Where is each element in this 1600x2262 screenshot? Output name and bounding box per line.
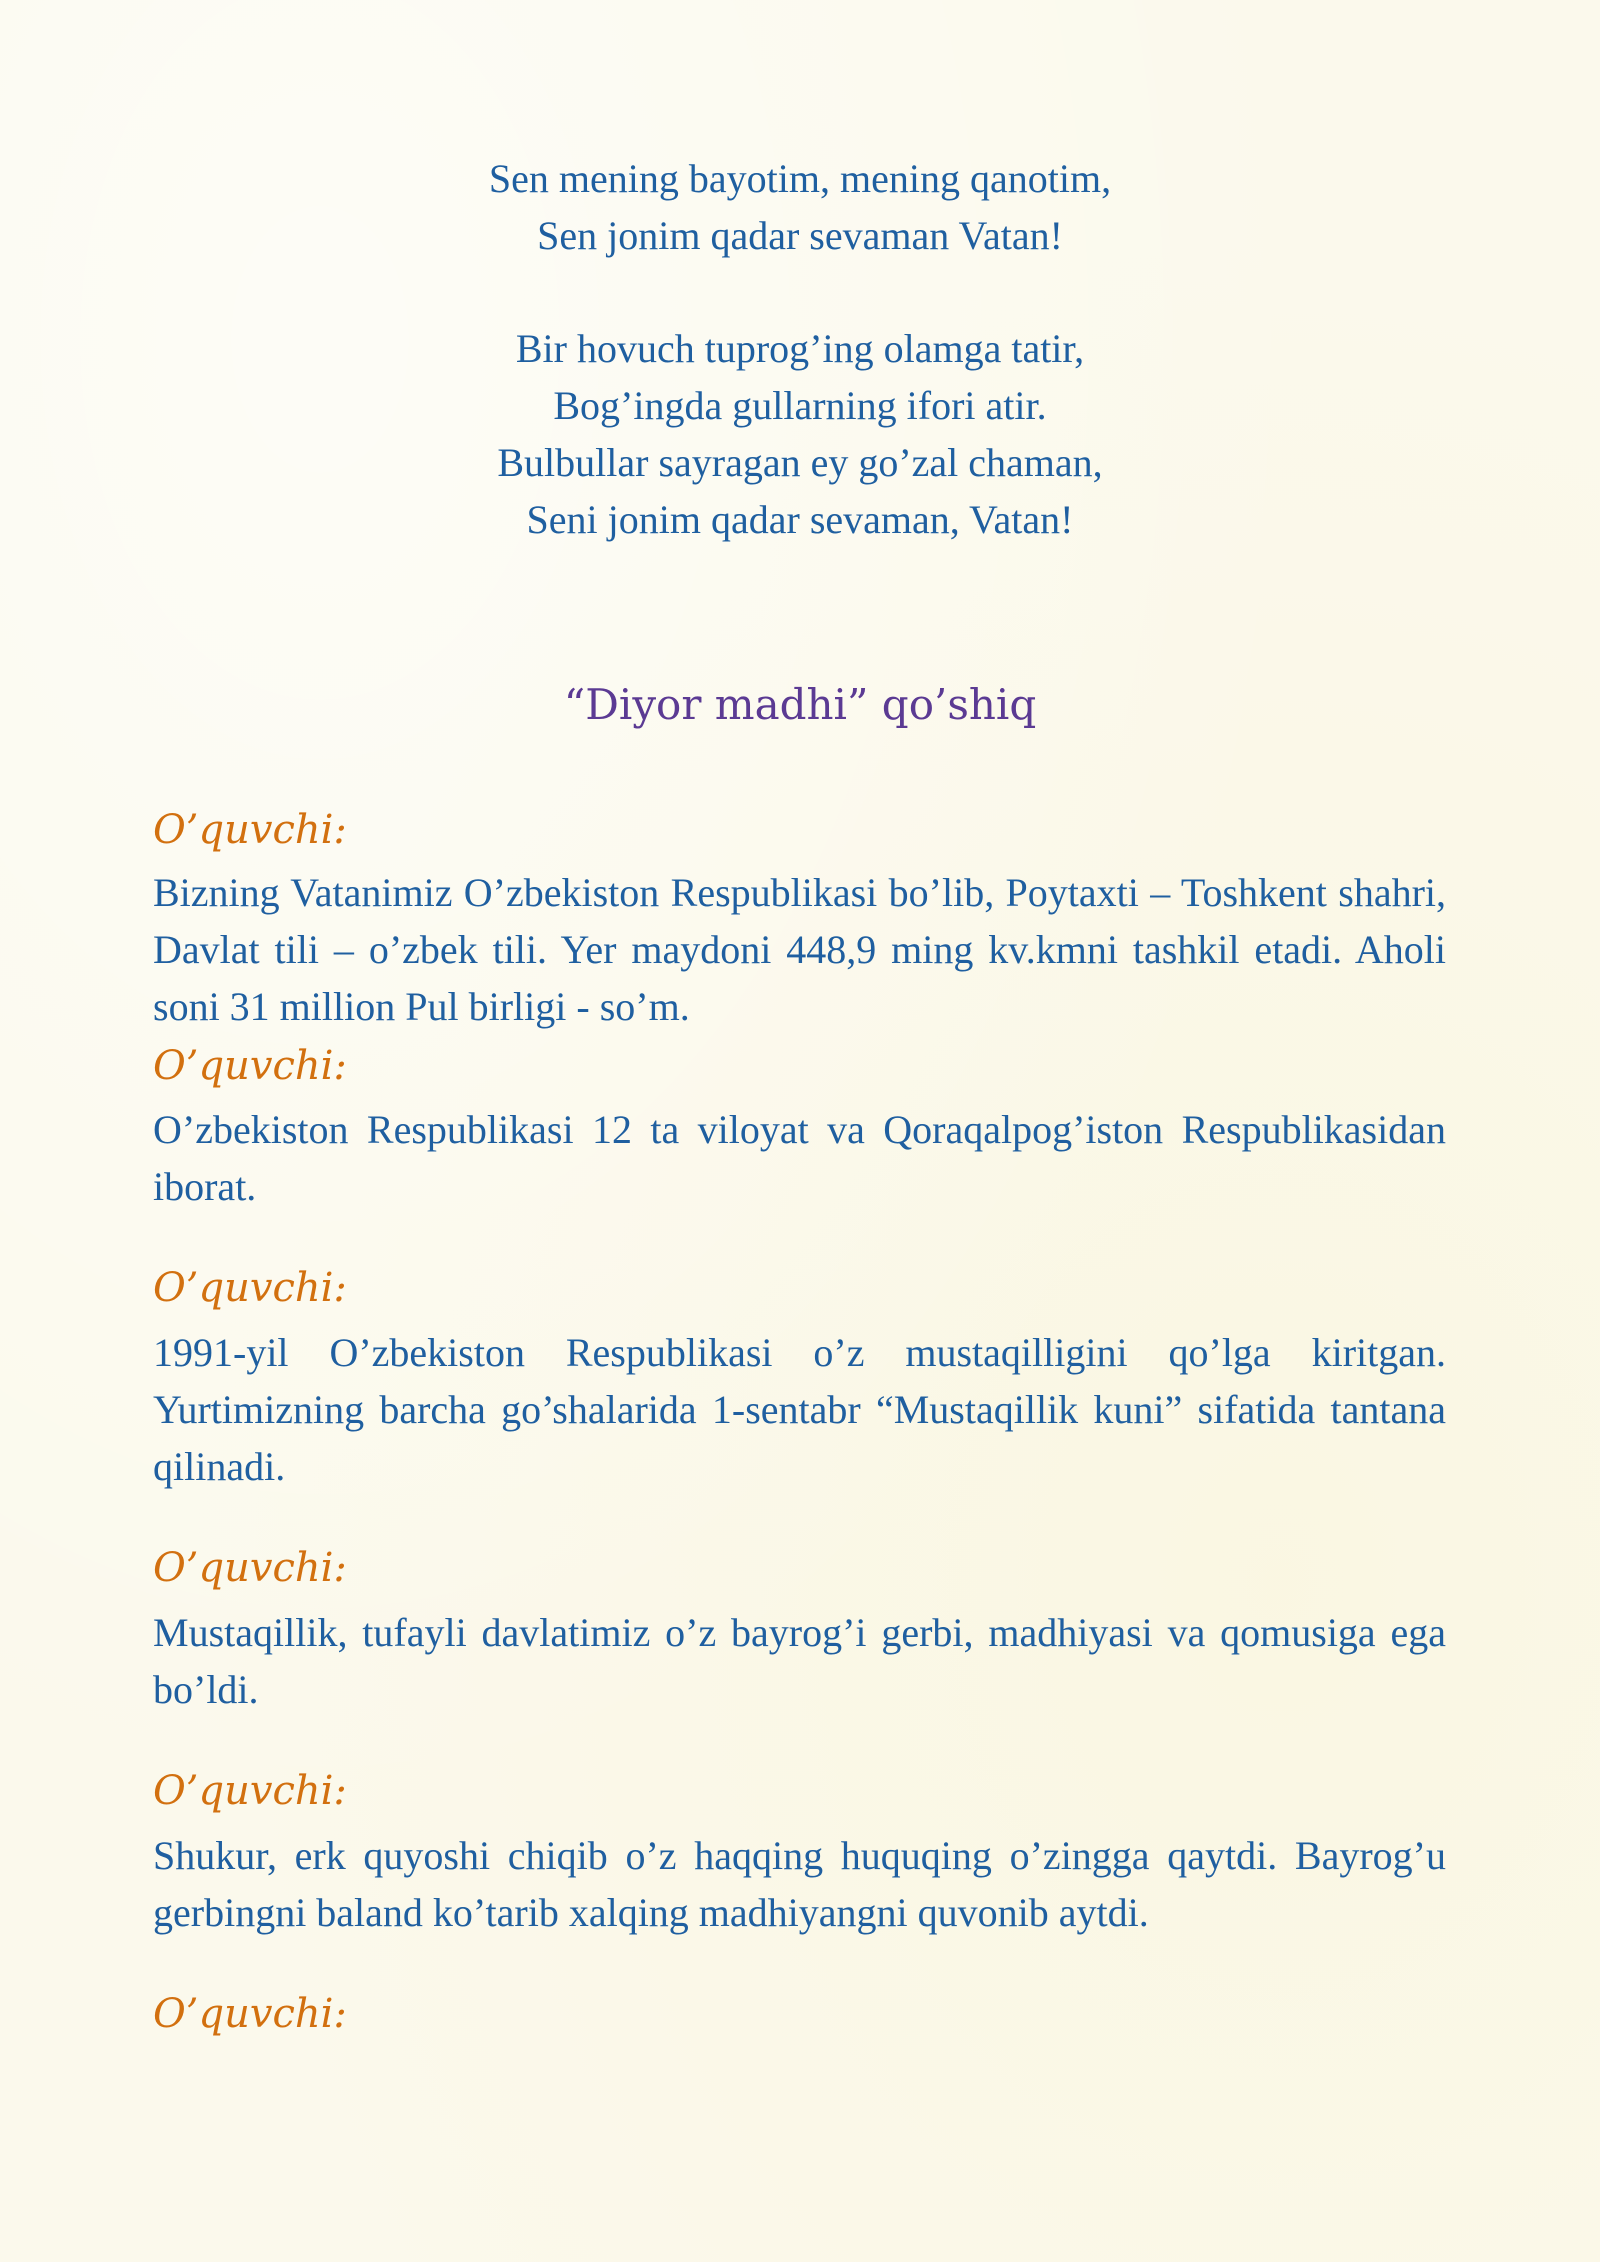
- dialogue-paragraph: Shukur, erk quyoshi chiqib o’z haqqing huquqing o’zingga qaytdi. Bayrog’u gerbingni baland ko’tarib xalqing madhiyangni quvonib aytdi.: [153, 1833, 1446, 1935]
- speaker-label: O’quvchi:: [153, 1043, 347, 1089]
- song-title: “Diyor madhi” qo’shiq: [563, 680, 1037, 729]
- poem-line: Bog’ingda gullarning ifori atir.: [553, 383, 1047, 428]
- speaker-label: O’quvchi:: [153, 1265, 347, 1311]
- speaker-label: O’quvchi:: [153, 1991, 347, 2037]
- speaker-label: O’quvchi:: [153, 1768, 347, 1814]
- dialogue-paragraph: O’zbekiston Respublikasi 12 ta viloyat va Qoraqalpog’iston Respublikasidan iborat.: [153, 1107, 1446, 1209]
- dialogue-paragraph: Mustaqillik, tufayli davlatimiz o’z bayrog’i gerbi, madhiyasi va qomusiga ega bo’ldi.: [153, 1610, 1446, 1712]
- poem-line: Sen jonim qadar sevaman Vatan!: [537, 213, 1063, 258]
- dialogue-paragraph: 1991-yil O’zbekiston Respublikasi o’z mustaqilligini qo’lga kiritgan. Yurtimizning barcha go’shalarida 1-sentabr “Mustaqillik kuni” sifatida tantana qilinadi.: [153, 1330, 1446, 1489]
- poem-stanza-2: [0, 320, 1600, 548]
- poem-line: Seni jonim qadar sevaman, Vatan!: [526, 497, 1074, 542]
- poem-line: Bir hovuch tuprog’ing olamga tatir,: [515, 326, 1085, 371]
- poem-stanza-1: [0, 150, 1600, 264]
- poem-line: Bulbullar sayragan ey go’zal chaman,: [497, 440, 1103, 485]
- speaker-label: O’quvchi:: [153, 1545, 347, 1591]
- poem-line: Sen mening bayotim, mening qanotim,: [488, 156, 1112, 201]
- speaker-label: O’quvchi:: [153, 807, 347, 853]
- dialogue-paragraph: Bizning Vatanimiz O’zbekiston Respublikasi bo’lib, Poytaxti – Toshkent shahri, Davlat tili – o’zbek tili. Yer maydoni 448,9 ming kv.kmni tashkil etadi. Aholi soni 31 million Pul birligi - so’m.: [153, 870, 1446, 1029]
